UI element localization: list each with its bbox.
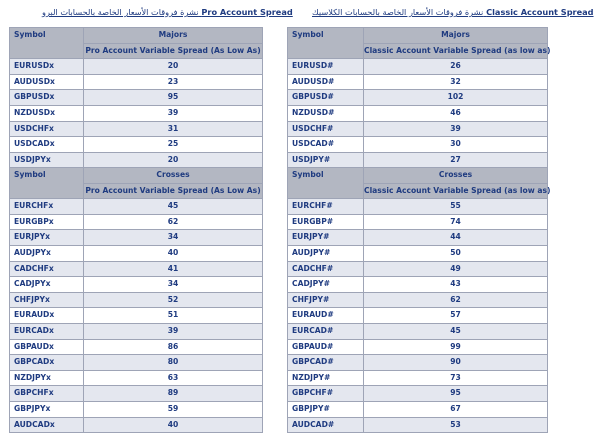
spread-column-header: Classic Account Variable Spread (as low as) [364, 43, 548, 59]
symbol-column-header: Symbol [10, 168, 84, 199]
table-row [288, 199, 548, 215]
symbol-cell: GBPCHF# [288, 386, 364, 402]
symbol-cell: NZDJPYx [10, 370, 84, 386]
table-row [10, 323, 263, 339]
spread-value-cell: 26 [364, 59, 548, 75]
spread-value-cell: 39 [364, 121, 548, 137]
group-header: Crosses [84, 168, 263, 184]
spread-value-cell: 53 [364, 417, 548, 433]
symbol-cell: AUDJPYx [10, 245, 84, 261]
table-row [10, 230, 263, 246]
spread-value-cell: 20 [84, 152, 263, 168]
symbol-cell: CADJPY# [288, 277, 364, 293]
table-row [288, 308, 548, 324]
spread-value-cell: 57 [364, 308, 548, 324]
symbol-cell: GBPAUDx [10, 339, 84, 355]
spread-value-cell: 63 [84, 370, 263, 386]
spread-value-cell: 59 [84, 401, 263, 417]
symbol-cell: CADCHFx [10, 261, 84, 277]
classic-majors-table [287, 27, 551, 168]
table-header-row [288, 168, 548, 184]
pro-majors-table [9, 27, 263, 168]
symbol-cell: GBPUSD# [288, 90, 364, 106]
table-row [288, 355, 548, 371]
spread-value-cell: 45 [84, 199, 263, 215]
symbol-cell: NZDJPY# [288, 370, 364, 386]
spread-value-cell: 62 [84, 214, 263, 230]
spread-column-header: Pro Account Variable Spread (As Low As) [84, 183, 263, 199]
symbol-cell: CADJPYx [10, 277, 84, 293]
table-row [288, 261, 548, 277]
symbol-cell: AUDCADx [10, 417, 84, 433]
table-row [288, 137, 548, 153]
symbol-cell: AUDJPY# [288, 245, 364, 261]
spread-value-cell: 39 [84, 105, 263, 121]
symbol-cell: NZDUSD# [288, 105, 364, 121]
symbol-cell: GBPJPY# [288, 401, 364, 417]
pro-crosses-table [9, 167, 263, 433]
symbol-cell: USDJPYx [10, 152, 84, 168]
spread-value-cell: 49 [364, 261, 548, 277]
table-row [288, 105, 548, 121]
spread-value-cell: 45 [364, 323, 548, 339]
spread-value-cell: 27 [364, 152, 548, 168]
classic-spread-title-english: Classic Account Spread [486, 7, 594, 17]
table-row [10, 152, 263, 168]
symbol-cell: CHFJPYx [10, 292, 84, 308]
table-row [10, 214, 263, 230]
pro-spread-title-english: Pro Account Spread [201, 7, 293, 17]
table-header-row [10, 28, 263, 44]
spread-value-cell: 73 [364, 370, 548, 386]
group-header: Majors [364, 28, 548, 44]
symbol-cell: GBPAUD# [288, 339, 364, 355]
spread-value-cell: 99 [364, 339, 548, 355]
table-header-row [288, 28, 548, 44]
spread-value-cell: 44 [364, 230, 548, 246]
table-row [288, 292, 548, 308]
table-row [288, 277, 548, 293]
table-row [288, 59, 548, 75]
table-row [288, 152, 548, 168]
table-row [288, 230, 548, 246]
spread-value-cell: 89 [84, 386, 263, 402]
symbol-cell: USDCADx [10, 137, 84, 153]
spread-value-cell: 52 [84, 292, 263, 308]
spread-value-cell: 32 [364, 74, 548, 90]
group-header: Crosses [364, 168, 548, 184]
pro-spread-title-arabic: نشرة فروقات الأسعار الخاصة بالحسابات البرو [42, 7, 199, 17]
table-row [10, 417, 263, 433]
table-row [288, 386, 548, 402]
pro-spread-title [42, 7, 293, 17]
table-row [10, 308, 263, 324]
table-row [288, 323, 548, 339]
symbol-cell: USDJPY# [288, 152, 364, 168]
symbol-cell: EURCADx [10, 323, 84, 339]
spread-value-cell: 40 [84, 245, 263, 261]
table-row [10, 74, 263, 90]
table-header-row [10, 168, 263, 184]
spread-value-cell: 43 [364, 277, 548, 293]
spread-column-header: Pro Account Variable Spread (As Low As) [84, 43, 263, 59]
spread-value-cell: 23 [84, 74, 263, 90]
table-row [10, 277, 263, 293]
spread-value-cell: 25 [84, 137, 263, 153]
symbol-cell: AUDCAD# [288, 417, 364, 433]
table-row [10, 121, 263, 137]
symbol-cell: EURUSDx [10, 59, 84, 75]
spread-column-header: Classic Account Variable Spread (as low as) [364, 183, 548, 199]
table-row [288, 370, 548, 386]
spread-value-cell: 86 [84, 339, 263, 355]
table-row [10, 105, 263, 121]
spread-value-cell: 90 [364, 355, 548, 371]
symbol-cell: AUDUSD# [288, 74, 364, 90]
spread-value-cell: 41 [84, 261, 263, 277]
table-row [10, 245, 263, 261]
symbol-cell: EURGBP# [288, 214, 364, 230]
table-row [10, 370, 263, 386]
spread-value-cell: 51 [84, 308, 263, 324]
symbol-column-header: Symbol [288, 28, 364, 59]
symbol-cell: EURJPY# [288, 230, 364, 246]
group-header: Majors [84, 28, 263, 44]
symbol-cell: NZDUSDx [10, 105, 84, 121]
spread-value-cell: 62 [364, 292, 548, 308]
symbol-cell: USDCHF# [288, 121, 364, 137]
spread-value-cell: 102 [364, 90, 548, 106]
symbol-column-header: Symbol [10, 28, 84, 59]
spread-value-cell: 31 [84, 121, 263, 137]
table-row [10, 261, 263, 277]
symbol-cell: USDCAD# [288, 137, 364, 153]
spread-value-cell: 39 [84, 323, 263, 339]
spread-value-cell: 50 [364, 245, 548, 261]
table-row [10, 292, 263, 308]
spread-value-cell: 67 [364, 401, 548, 417]
symbol-cell: GBPUSDx [10, 90, 84, 106]
symbol-cell: EURCAD# [288, 323, 364, 339]
spread-value-cell: 80 [84, 355, 263, 371]
table-row [10, 386, 263, 402]
symbol-cell: USDCHFx [10, 121, 84, 137]
spread-value-cell: 95 [84, 90, 263, 106]
table-row [10, 59, 263, 75]
classic-crosses-table [287, 167, 551, 433]
spread-value-cell: 74 [364, 214, 548, 230]
symbol-cell: GBPCAD# [288, 355, 364, 371]
symbol-cell: EURAUD# [288, 308, 364, 324]
table-row [288, 401, 548, 417]
symbol-cell: EURCHFx [10, 199, 84, 215]
table-row [288, 245, 548, 261]
spread-value-cell: 34 [84, 277, 263, 293]
table-row [10, 355, 263, 371]
symbol-cell: GBPJPYx [10, 401, 84, 417]
table-row [288, 74, 548, 90]
spread-value-cell: 30 [364, 137, 548, 153]
spread-value-cell: 40 [84, 417, 263, 433]
table-row [10, 199, 263, 215]
symbol-column-header: Symbol [288, 168, 364, 199]
symbol-cell: EURJPYx [10, 230, 84, 246]
table-row [288, 121, 548, 137]
symbol-cell: EURAUDx [10, 308, 84, 324]
table-row [288, 214, 548, 230]
table-row [10, 90, 263, 106]
classic-spread-title-arabic: نشرة فروقات الأسعار الخاصة بالحسابات الكلاسيك [312, 7, 484, 17]
classic-spread-title [312, 7, 594, 17]
table-row [10, 137, 263, 153]
spread-value-cell: 20 [84, 59, 263, 75]
spread-value-cell: 95 [364, 386, 548, 402]
spread-value-cell: 55 [364, 199, 548, 215]
symbol-cell: EURUSD# [288, 59, 364, 75]
symbol-cell: GBPCHFx [10, 386, 84, 402]
symbol-cell: EURGBPx [10, 214, 84, 230]
spread-value-cell: 34 [84, 230, 263, 246]
symbol-cell: GBPCADx [10, 355, 84, 371]
symbol-cell: CHFJPY# [288, 292, 364, 308]
table-row [288, 339, 548, 355]
table-row [10, 401, 263, 417]
table-row [288, 90, 548, 106]
symbol-cell: EURCHF# [288, 199, 364, 215]
symbol-cell: CADCHF# [288, 261, 364, 277]
spread-value-cell: 46 [364, 105, 548, 121]
table-row [10, 339, 263, 355]
table-row [288, 417, 548, 433]
symbol-cell: AUDUSDx [10, 74, 84, 90]
